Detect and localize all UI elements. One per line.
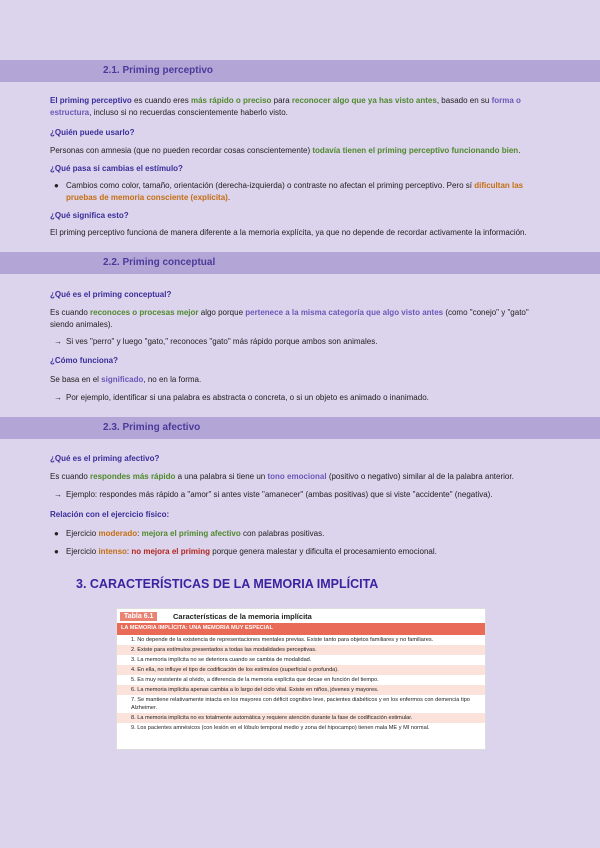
section-heading: 2.1. Priming perceptivo — [103, 65, 214, 76]
arrow-item: → Por ejemplo, identificar si una palabra es abstracta o concreta, o si un objeto es animado o inanimado. — [54, 393, 429, 402]
table-row: 6. La memoria implícita apenas cambia a lo largo del ciclo vital. Existe en niños, jóvenes y mayores. — [117, 685, 485, 695]
table-row: 5. Es muy resistente al olvido, a diferencia de la memoria explícita que decae en función del tiempo. — [131, 677, 379, 683]
table-label: Tabla 6.1 — [120, 612, 157, 621]
table-row: 4. En ella, no influye el tipo de codificación de los estímulos (superficial o profunda). — [117, 665, 485, 675]
table-row: 8. La memoria implícita no es totalmente automática y requiere atención durante la fase de codificación estimular. — [117, 713, 485, 723]
question: ¿Qué es el priming conceptual? — [50, 290, 172, 299]
question: ¿Qué pasa si cambias el estímulo? — [50, 164, 183, 173]
paragraph: El priming perceptivo funciona de manera diferente a la memoria explícita, ya que no depende de recordar activamente la información. — [50, 228, 527, 237]
question: ¿Qué significa esto? — [50, 211, 129, 220]
paragraph: Personas con amnesia (que no pueden recordar cosas conscientemente) todavía tienen el priming perceptivo funcionando bien. — [50, 146, 521, 155]
arrow-icon: → — [54, 490, 62, 499]
chapter-heading: 3. CARACTERÍSTICAS DE LA MEMORIA IMPLÍCITA — [76, 577, 379, 591]
arrow-icon: → — [54, 337, 62, 346]
bullet-item: ● Ejercicio moderado: mejora el priming afectivo con palabras positivas. — [54, 529, 325, 538]
arrow-item: → Si ves "perro" y luego "gato," reconoces "gato" más rápido porque ambos son animales. — [54, 337, 378, 346]
section-band-2-1 — [0, 60, 600, 82]
bullet-icon: ● — [54, 529, 59, 538]
paragraph: Es cuando respondes más rápido a una palabra si tiene un tono emocional (positivo o negativo) similar al de la palabra anterior. — [50, 472, 514, 481]
table-subtitle: LA MEMORIA IMPLÍCITA: UNA MEMORIA MUY ESPECIAL — [117, 623, 485, 635]
table-row: 9. Los pacientes amnésicos (con lesión en el lóbulo temporal medio y zona del hipocampo) tienen mala ME y MI normal. — [131, 725, 430, 731]
table-row: 1. No depende de la existencia de representaciones mentales previas. Existe tanto para objetos familiares y no familiares. — [131, 637, 434, 643]
table-header — [117, 609, 485, 623]
table-row: 3. La memoria implícita no se deteriora cuando se cambia de modalidad. — [131, 657, 312, 663]
table-row: 2. Existe para estímulos presentados a todas las modalidades perceptivas. — [117, 645, 485, 655]
paragraph: Se basa en el significado, no en la forma. — [50, 375, 202, 384]
arrow-icon: → — [54, 393, 62, 402]
question: ¿Qué es el priming afectivo? — [50, 454, 160, 463]
table-row: 7. Se mantiene relativamente intacta en los mayores con déficit cognitivo leve, pacientes diabéticos y en los enfermos con demencia tipo Alzheimer. — [131, 697, 470, 711]
question: ¿Cómo funciona? — [50, 356, 118, 365]
arrow-item: → Ejemplo: respondes más rápido a "amor" si antes viste "amanecer" (ambas positivas) que si viste "accidente" (negativa). — [54, 490, 493, 499]
table-title: Características de la memoria implícita — [173, 612, 312, 621]
section-band-2-3 — [0, 417, 600, 439]
bullet-icon: ● — [54, 181, 59, 190]
section-heading: 2.3. Priming afectivo — [103, 422, 201, 433]
question: Relación con el ejercicio físico: — [50, 510, 170, 519]
bullet-item: ● Cambios como color, tamaño, orientación (derecha-izquierda) o contraste no afectan el priming perceptivo. Pero sí dificultan las pruebas de memoria consciente (explícita). — [54, 181, 524, 202]
characteristics-table — [116, 608, 486, 750]
bullet-icon: ● — [54, 547, 59, 556]
paragraph: El priming perceptivo es cuando eres más rápido o preciso para reconocer algo que ya has visto antes, basado en su forma o estructura, incluso si no recuerdas conscientemente haberlo visto. — [50, 96, 521, 117]
section-heading: 2.2. Priming conceptual — [103, 257, 216, 268]
question: ¿Quién puede usarlo? — [50, 128, 135, 137]
bullet-item: ● Ejercicio intenso: no mejora el priming porque genera malestar y dificulta el procesamiento emocional. — [54, 547, 437, 556]
section-band-2-2 — [0, 252, 600, 274]
paragraph: Es cuando reconoces o procesas mejor algo porque pertenece a la misma categoría que algo visto antes (como "conejo" y "gato" siendo animales). — [50, 308, 529, 329]
